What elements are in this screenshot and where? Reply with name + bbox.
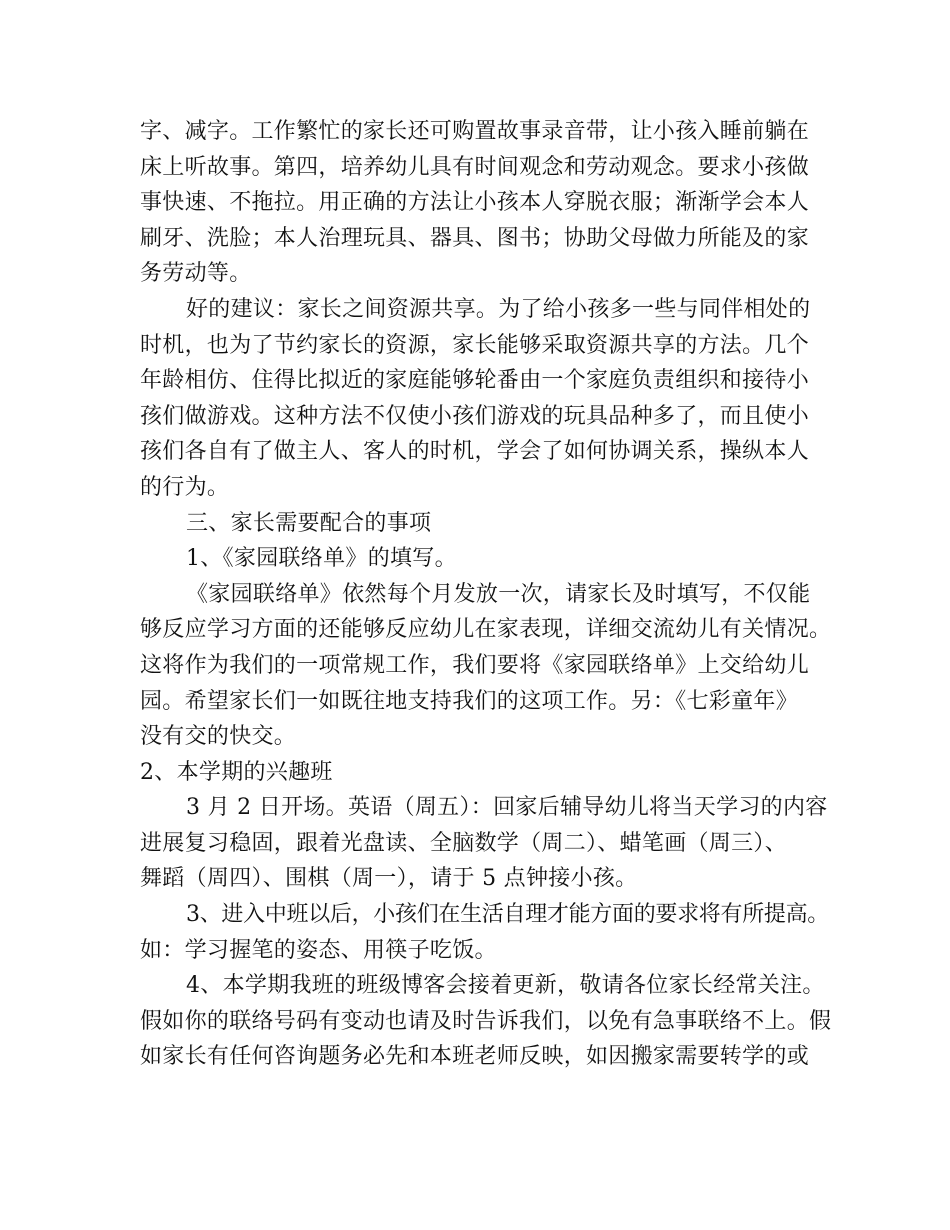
text-line: 没有交的快交。 (140, 724, 297, 750)
text-line: 好的建议：家长之间资源共享。为了给小孩多一些与同伴相处的 (186, 296, 811, 322)
text-line: 《家园联络单》依然每个月发放一次，请家长及时填写，不仅能 (186, 581, 811, 607)
text-line: 的行为。 (140, 474, 230, 500)
text-line: 1、《家园联络单》的填写。 (186, 546, 457, 572)
text-line: 2、本学期的兴趣班 (140, 759, 333, 785)
text-line: 三、家长需要配合的事项 (186, 510, 432, 536)
body-text (140, 114, 830, 1075)
text-line: 孩们各自有了做主人、客人的时机，学会了如何协调关系，操纵本人 (140, 439, 810, 465)
text-line: 舞蹈（周四）、围棋（周一），请于 5 点钟接小孩。 (140, 866, 638, 892)
text-line: 这将作为我们的一项常规工作，我们要将《家园联络单》上交给幼儿 (140, 652, 810, 678)
text-line: 如家长有任何咨询题务必先和本班老师反映，如因搬家需要转学的或 (140, 1044, 810, 1070)
text-line: 3 月 2 日开场。英语（周五）：回家后辅导幼儿将当天学习的内容 (186, 795, 828, 821)
text-line: 年龄相仿、住得比拟近的家庭能够轮番由一个家庭负责组织和接待小 (140, 368, 810, 394)
text-line: 孩们做游戏。这种方法不仅使小孩们游戏的玩具品种多了，而且使小 (140, 403, 810, 429)
text-line: 3、进入中班以后，小孩们在生活自理才能方面的要求将有所提高。 (186, 902, 829, 928)
text-line: 园。希望家长们一如既往地支持我们的这项工作。另：《七彩童年》 (140, 688, 799, 714)
text-line: 事快速、不拖拉。用正确的方法让小孩本人穿脱衣服；渐渐学会本人 (140, 190, 810, 216)
text-line: 床上听故事。第四，培养幼儿具有时间观念和劳动观念。要求小孩做 (140, 154, 810, 180)
text-line: 假如你的联络号码有变动也请及时告诉我们，以免有急事联络不上。假 (140, 1008, 832, 1034)
text-line: 进展复习稳固，跟着光盘读、全脑数学（周二）、蜡笔画（周三）、 (140, 830, 788, 856)
text-line: 如：学习握笔的姿态、用筷子吃饭。 (140, 937, 497, 963)
text-line: 时机，也为了节约家长的资源，家长能够采取资源共享的方法。几个 (140, 332, 810, 358)
text-line: 务劳动等。 (140, 261, 252, 287)
text-line: 够反应学习方面的还能够反应幼儿在家表现，详细交流幼儿有关情况。 (140, 617, 832, 643)
text-line: 刷牙、洗脸；本人治理玩具、器具、图书；协助父母做力所能及的家 (140, 225, 810, 251)
text-line: 4、本学期我班的班级博客会接着更新，敬请各位家长经常关注。 (186, 973, 825, 999)
text-line: 字、减字。工作繁忙的家长还可购置故事录音带，让小孩入睡前躺在 (140, 119, 810, 144)
